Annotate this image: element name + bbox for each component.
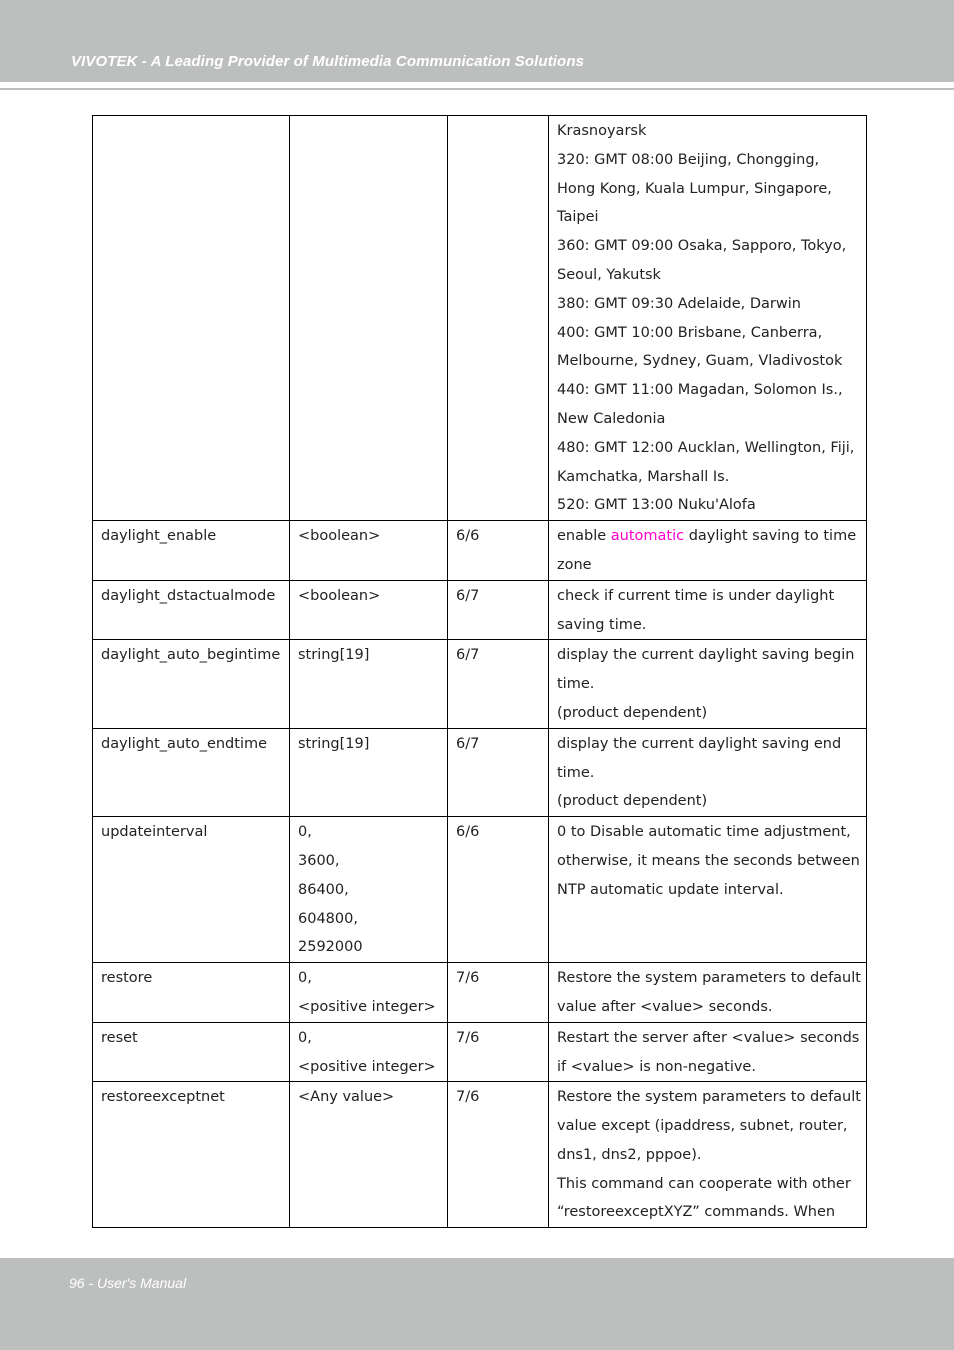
param-value: string[19] (298, 735, 370, 752)
description-line: (product dependent) (557, 793, 708, 810)
description-line: 520: GMT 13:00 Nuku'Alofa (557, 497, 756, 514)
param-description-cell (549, 817, 867, 963)
param-security-cell (448, 116, 549, 521)
param-value-cell (290, 521, 448, 581)
param-name: updateinterval (101, 824, 208, 841)
description-line: 320: GMT 08:00 Beijing, Chongging, (557, 151, 820, 168)
param-value-cell (290, 580, 448, 640)
description-line: check if current time is under daylight (557, 587, 835, 604)
param-description-cell (549, 580, 867, 640)
param-security-cell (448, 580, 549, 640)
param-security-cell (448, 1082, 549, 1228)
description-line: time. (557, 676, 595, 693)
param-description-cell (549, 963, 867, 1023)
param-value: <positive integer> (298, 1058, 436, 1075)
param-name-cell (93, 728, 290, 816)
param-name-cell (93, 817, 290, 963)
description-line: Taipei (557, 209, 599, 226)
description-line: NTP automatic update interval. (557, 881, 784, 898)
description-line: if <value> is non-negative. (557, 1058, 756, 1075)
highlighted-keyword: automatic (610, 528, 685, 545)
description-line: New Caledonia (557, 410, 666, 427)
description-line: Krasnoyarsk (557, 123, 647, 139)
param-name: reset (101, 1029, 138, 1046)
param-name-cell (93, 116, 290, 521)
description-line: 440: GMT 11:00 Magadan, Solomon Is., (557, 382, 843, 399)
parameter-table (92, 115, 867, 1228)
param-description-cell (549, 116, 867, 521)
param-description-cell (549, 728, 867, 816)
param-name-cell (93, 521, 290, 581)
param-value-cell (290, 1022, 448, 1082)
description-line: Restore the system parameters to default (557, 1089, 861, 1106)
param-value-cell (290, 640, 448, 728)
description-line: time. (557, 764, 595, 781)
description-line (557, 522, 858, 551)
param-security: 6/6 (456, 528, 480, 545)
param-security: 6/6 (456, 824, 480, 841)
param-security-cell (448, 817, 549, 963)
table-row (93, 963, 867, 1023)
param-name-cell (93, 640, 290, 728)
description-line: display the current daylight saving end (557, 735, 842, 752)
param-security: 6/7 (456, 587, 480, 604)
table-row (93, 817, 867, 963)
param-security-cell (448, 1022, 549, 1082)
param-value-cell (290, 817, 448, 963)
description-line: zone (557, 556, 592, 573)
param-security-cell (448, 728, 549, 816)
description-line: dns1, dns2, pppoe). (557, 1146, 702, 1163)
param-name-cell (93, 963, 290, 1023)
param-security: 7/6 (456, 970, 480, 987)
param-value-cell (290, 116, 448, 521)
description-line: 480: GMT 12:00 Aucklan, Wellington, Fiji, (557, 439, 855, 456)
parameter-rows (93, 580, 867, 1228)
description-line: Seoul, Yakutsk (557, 266, 661, 283)
param-description-cell (549, 1082, 867, 1228)
param-value: 2592000 (298, 939, 363, 956)
table-row (93, 580, 867, 640)
param-name: daylight_dstactualmode (101, 587, 276, 604)
description-line: Restart the server after <value> seconds (557, 1029, 860, 1046)
description-line: (product dependent) (557, 704, 708, 721)
description-text: enable (557, 528, 611, 545)
description-line: Hong Kong, Kuala Lumpur, Singapore, (557, 180, 832, 197)
param-value: 0, (298, 824, 312, 841)
param-security: 7/6 (456, 1089, 480, 1106)
table-row-daylight-enable (93, 521, 867, 581)
footer-page-label: 96 - User's Manual (69, 1275, 187, 1291)
param-name: daylight_enable (101, 528, 217, 545)
param-name: restore (101, 970, 153, 987)
header-title: VIVOTEK - A Leading Provider of Multimedia Communication Solutions (71, 53, 585, 70)
param-security: 7/6 (456, 1029, 480, 1046)
param-value: <boolean> (298, 528, 381, 545)
param-value: 0, (298, 970, 312, 987)
param-security-cell (448, 963, 549, 1023)
description-line: Melbourne, Sydney, Guam, Vladivostok (557, 353, 843, 370)
param-name: restoreexceptnet (101, 1089, 225, 1106)
description-line: value except (ipaddress, subnet, router, (557, 1118, 848, 1135)
param-security: 6/7 (456, 647, 480, 664)
description-line: display the current daylight saving begin (557, 647, 855, 664)
param-security-cell (448, 521, 549, 581)
param-description-cell (549, 640, 867, 728)
description-text: daylight saving to time (684, 528, 857, 545)
param-name: daylight_auto_endtime (101, 735, 268, 752)
description-line: value after <value> seconds. (557, 998, 773, 1015)
param-description-cell (549, 1022, 867, 1082)
table-row (93, 728, 867, 816)
param-security: 6/7 (456, 735, 480, 752)
param-security-cell (448, 640, 549, 728)
description-line: “restoreexceptXYZ” commands. When (557, 1204, 836, 1221)
param-value-cell (290, 728, 448, 816)
param-value-cell (290, 963, 448, 1023)
param-name-cell (93, 580, 290, 640)
footer-band (0, 1258, 954, 1350)
param-name: daylight_auto_begintime (101, 647, 281, 664)
description-line: Restore the system parameters to default (557, 970, 861, 987)
param-value: 0, (298, 1029, 312, 1046)
param-value: 3600, (298, 852, 340, 869)
param-value: 604800, (298, 910, 358, 927)
table-row (93, 1082, 867, 1228)
param-description-cell (549, 521, 867, 581)
table-row (93, 1022, 867, 1082)
description-line: Kamchatka, Marshall Is. (557, 468, 730, 485)
param-value: <boolean> (298, 587, 381, 604)
description-line: 0 to Disable automatic time adjustment, (557, 824, 851, 841)
description-line: 400: GMT 10:00 Brisbane, Canberra, (557, 324, 823, 341)
table-row (93, 640, 867, 728)
param-name-cell (93, 1082, 290, 1228)
param-value: 86400, (298, 881, 349, 898)
description-line: otherwise, it means the seconds between (557, 852, 860, 869)
header-divider (0, 88, 954, 90)
param-value: <Any value> (298, 1089, 395, 1106)
param-name-cell (93, 1022, 290, 1082)
header-band (0, 0, 954, 82)
param-value: string[19] (298, 647, 370, 664)
param-value-cell (290, 1082, 448, 1228)
param-value: <positive integer> (298, 998, 436, 1015)
description-line: 380: GMT 09:30 Adelaide, Darwin (557, 295, 801, 312)
description-line: 360: GMT 09:00 Osaka, Sapporo, Tokyo, (557, 238, 847, 255)
description-line: This command can cooperate with other (557, 1175, 851, 1192)
description-line: saving time. (557, 616, 647, 633)
table-row-timezone-continued (93, 116, 867, 521)
